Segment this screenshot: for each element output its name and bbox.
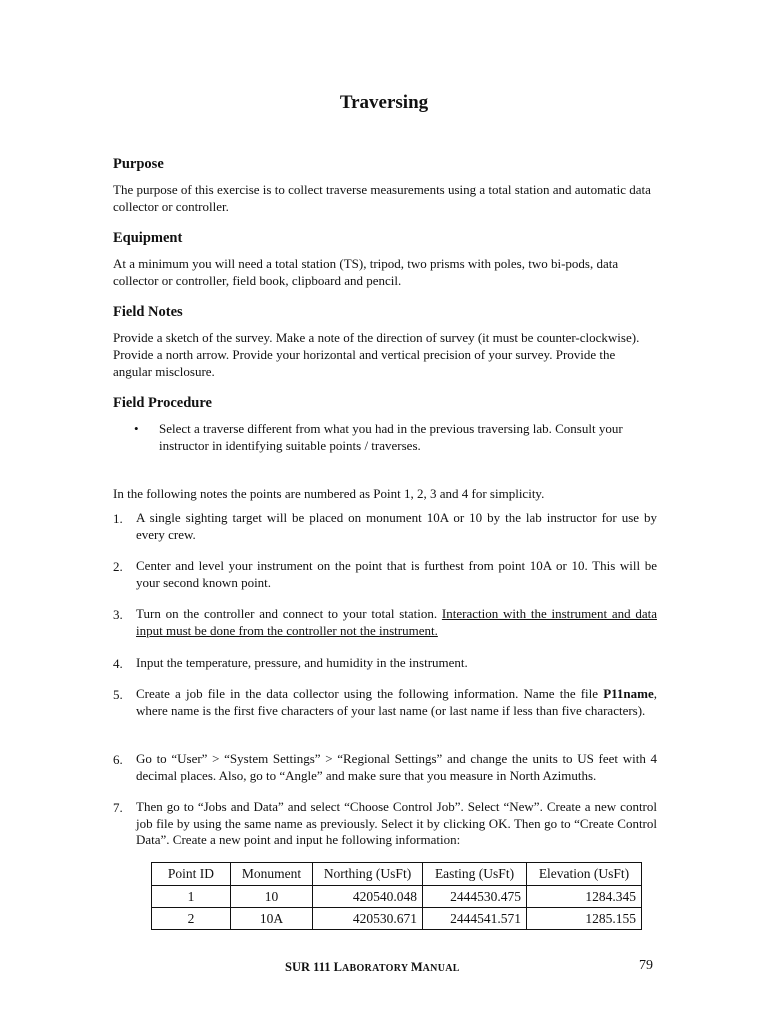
table-row: [152, 908, 642, 930]
table-cell: 2: [152, 908, 231, 930]
table-cell: 1: [152, 886, 231, 908]
table-header-cell: Monument: [231, 863, 313, 886]
step-text: Center and level your instrument on the point that is furthest from point 10A or 10. This will be your second known point.: [136, 558, 657, 590]
step-number: 1.: [113, 511, 123, 526]
field-procedure-bullet: Select a traverse different from what you had in the previous traversing lab. Consult your instructor in identifying suitable points / traverses.: [159, 421, 623, 453]
table-header-cell: Point ID: [152, 863, 231, 886]
table-row: [152, 886, 642, 908]
table-cell: 2444530.475: [423, 886, 527, 908]
footer-smallcaps: ANUAL: [422, 963, 460, 974]
field-notes-text: Provide a sketch of the survey. Make a note of the direction of survey (it must be counter-clockwise). Provide a north arrow. Provide your horizontal and vertical precision of your survey. Provide the angular misclosure.: [113, 330, 640, 379]
table-cell: 10: [231, 886, 313, 908]
heading-field-procedure: Field Procedure: [113, 395, 212, 411]
page-title: Traversing: [339, 92, 429, 113]
table-cell: 10A: [231, 908, 313, 930]
file-name-bold: P11name: [603, 686, 654, 701]
footer-course: SUR 111: [285, 960, 334, 974]
step-number: 5.: [113, 687, 123, 702]
equipment-text: At a minimum you will need a total station (TS), tripod, two prisms with poles, two bi-pods, data collector or controller, field book, clipboard and pencil.: [113, 256, 619, 288]
step-text: Go to “User” > “System Settings” > “Regional Settings” and change the units to US feet with 4 decimal places. Also, go to “Angle” and make sure that you measure in North Azimuths.: [136, 751, 657, 783]
heading-equipment: Equipment: [113, 230, 183, 246]
page-number: 79: [639, 958, 653, 973]
table-cell: 2444541.571: [423, 908, 527, 930]
step-text: Then go to “Jobs and Data” and select “Choose Control Job”. Select “New”. Create a new control job file by using the same name as previously. Select it by clicking OK. Then go to “Create Control Data”. Create a new point and input he following information:: [136, 799, 657, 847]
table-cell: 1285.155: [527, 908, 642, 930]
step-text-plain: Turn on the controller and connect to your total station.: [136, 606, 442, 621]
step-number: 4.: [113, 656, 123, 671]
table-header-cell: Elevation (UsFt): [527, 863, 642, 886]
step-number: 2.: [113, 559, 123, 574]
footer-smallcaps: ABORATORY: [341, 963, 411, 974]
table-header-cell: Northing (UsFt): [313, 863, 423, 886]
bullet-icon: •: [134, 421, 139, 436]
step-text-underlined: Interaction with the instrument and data input must be done from the controller not the instrument.: [136, 606, 657, 638]
table-cell: 1284.345: [527, 886, 642, 908]
table-cell: 420530.671: [313, 908, 423, 930]
step-text-plain: Create a job file in the data collector using the following information. Name the file: [136, 686, 604, 701]
footer-cap: M: [410, 960, 423, 974]
table-header-cell: Easting (UsFt): [423, 863, 527, 886]
purpose-text: The purpose of this exercise is to collect traverse measurements using a total station and automatic data collector or controller.: [113, 182, 651, 214]
step-text: Input the temperature, pressure, and humidity in the instrument.: [136, 655, 468, 670]
heading-purpose: Purpose: [113, 156, 164, 172]
step-text: [136, 606, 657, 639]
step-number: 3.: [113, 607, 123, 622]
table-header-row: [152, 863, 642, 886]
step-number: 7.: [113, 800, 123, 815]
control-points-table: [151, 862, 642, 930]
table-cell: 420540.048: [313, 886, 423, 908]
step-text: [136, 686, 657, 719]
intro-text: In the following notes the points are numbered as Point 1, 2, 3 and 4 for simplicity.: [113, 486, 545, 501]
step-number: 6.: [113, 752, 123, 767]
step-text-plain: , where name is the first five characters of your last name (or last name if less than five characters).: [136, 686, 657, 718]
heading-field-notes: Field Notes: [113, 304, 183, 320]
step-text: A single sighting target will be placed on monument 10A or 10 by the lab instructor for use by every crew.: [136, 510, 657, 542]
footer-title: [285, 960, 460, 975]
footer-cap: L: [333, 960, 342, 974]
